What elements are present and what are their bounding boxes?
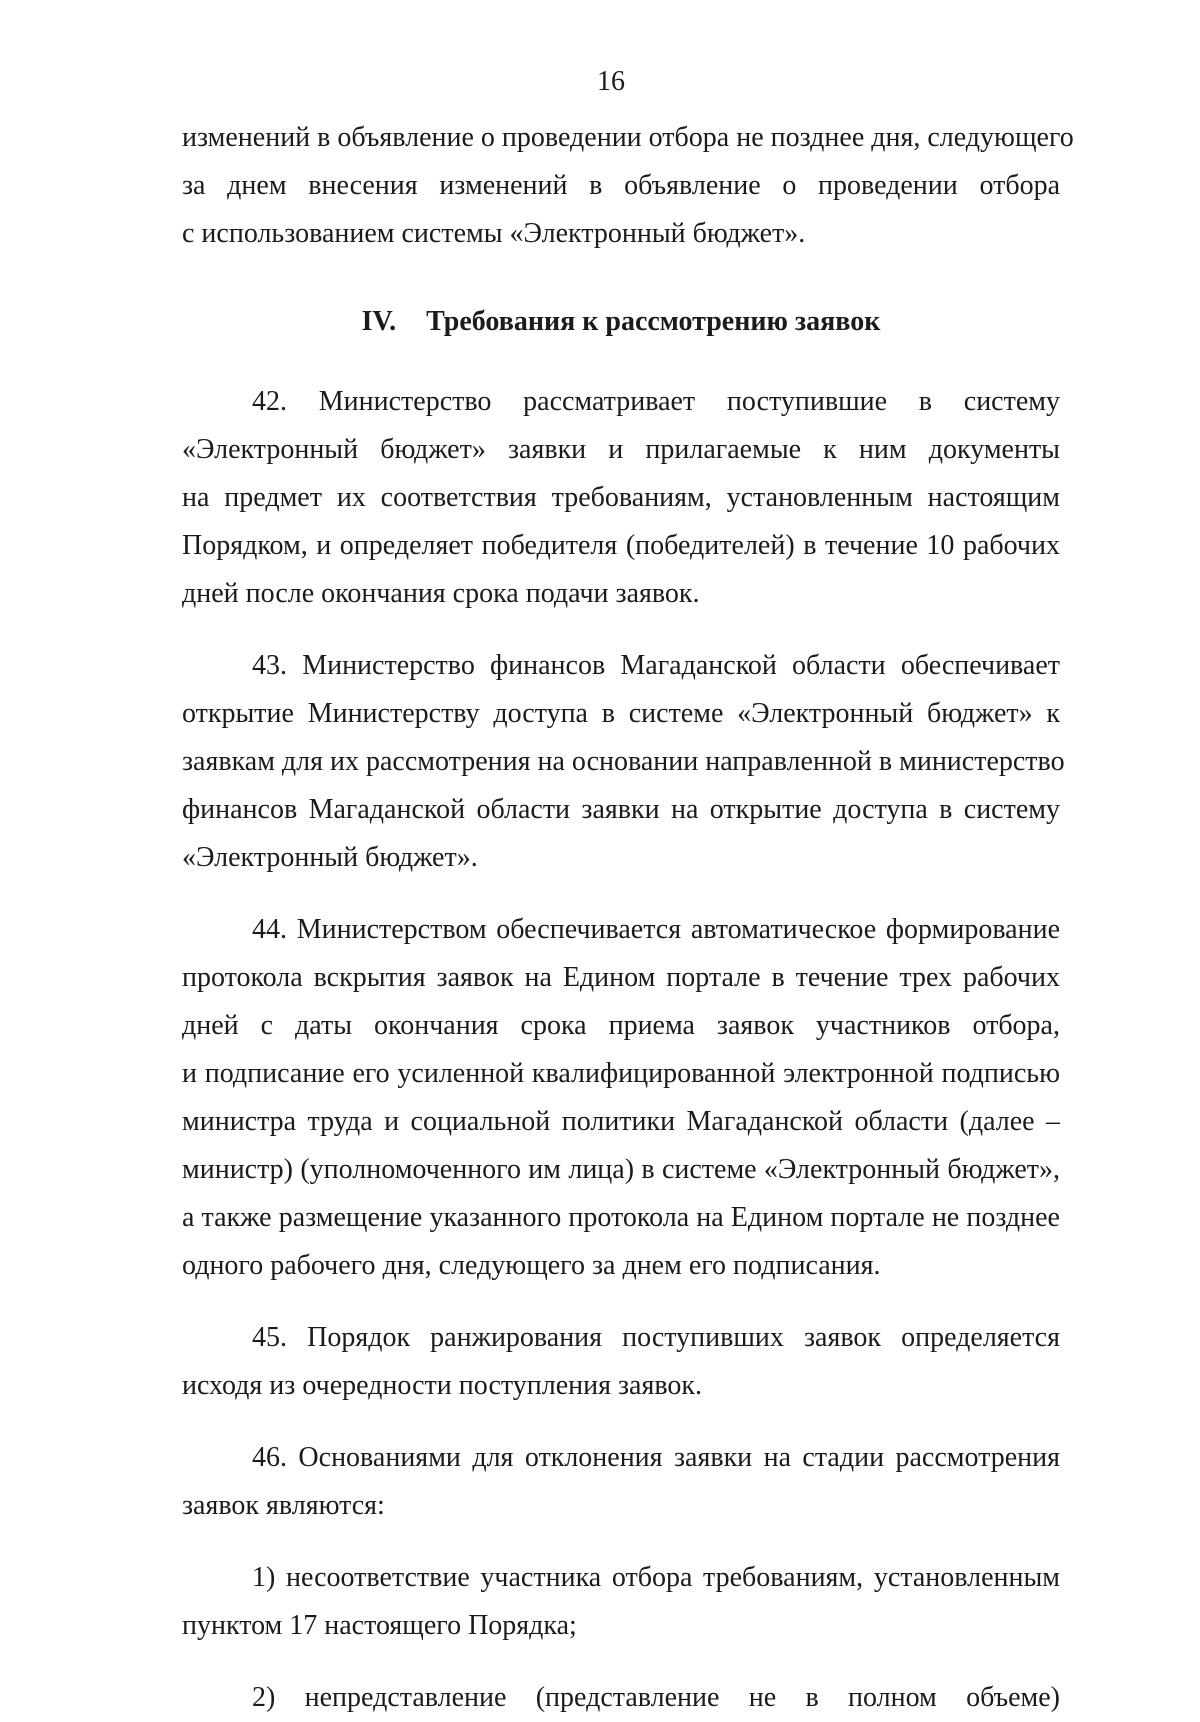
text-line: 44. Министерством обеспечивается автоматическое формирование: [252, 914, 1060, 945]
section-number: IV.: [361, 306, 397, 337]
text-line: 45. Порядок ранжирования поступивших заявок определяется: [252, 1322, 1060, 1353]
text-line: одного рабочего дня, следующего за днем его подписания.: [182, 1250, 881, 1281]
text-line: заявкам для их рассмотрения на основании направленной в министерство: [182, 746, 1065, 777]
text-line: 46. Основаниями для отклонения заявки на стадии рассмотрения: [252, 1442, 1060, 1473]
text-line: министр) (уполномоченного им лица) в системе «Электронный бюджет»,: [182, 1154, 1060, 1185]
paragraph-45: [182, 1314, 1060, 1410]
paragraph-46: [182, 1434, 1060, 1530]
text-line: финансов Магаданской области заявки на открытие доступа в систему: [182, 794, 1060, 825]
text-line: а также размещение указанного протокола на Едином портале не позднее: [182, 1202, 1060, 1233]
section-title: Требования к рассмотрению заявок: [426, 306, 881, 337]
section-heading: [182, 298, 1060, 346]
text-line: исходя из очередности поступления заявок.: [182, 1370, 702, 1401]
text-line: протокола вскрытия заявок на Едином портале в течение трех рабочих: [182, 962, 1060, 993]
paragraph-43: [182, 642, 1065, 882]
text-line: дней с даты окончания срока приема заявок участников отбора,: [182, 1010, 1060, 1041]
text-line: открытие Министерству доступа в системе «Электронный бюджет» к: [182, 698, 1060, 729]
text-line: пунктом 17 настоящего Порядка;: [182, 1610, 577, 1641]
text-line: за днем внесения изменений в объявление о проведении отбора: [182, 170, 1060, 201]
text-line: 2) непредставление (представление не в полном объеме): [252, 1682, 1060, 1713]
page-number: 16: [597, 66, 625, 97]
text-line: с использованием системы «Электронный бюджет».: [182, 218, 806, 249]
text-line: изменений в объявление о проведении отбора не позднее дня, следующего: [182, 122, 1074, 153]
text-line: Порядком, и определяет победителя (победителей) в течение 10 рабочих: [182, 530, 1060, 561]
list-item-1: [182, 1554, 1060, 1650]
document-body: [182, 114, 1074, 1722]
text-line: 43. Министерство финансов Магаданской области обеспечивает: [252, 650, 1060, 681]
text-line: заявок являются:: [182, 1490, 385, 1521]
text-line: «Электронный бюджет» заявки и прилагаемые к ним документы: [182, 434, 1060, 465]
list-item-2: [182, 1674, 1060, 1722]
paragraph-44: [182, 906, 1060, 1290]
text-line: «Электронный бюджет».: [182, 842, 478, 873]
text-line: 1) несоответствие участника отбора требованиям, установленным: [252, 1562, 1060, 1593]
text-line: министра труда и социальной политики Магаданской области (далее –: [182, 1106, 1060, 1137]
text-line: дней после окончания срока подачи заявок.: [182, 578, 700, 609]
intro-paragraph: [182, 114, 1074, 258]
text-line: 42. Министерство рассматривает поступившие в систему: [252, 386, 1060, 417]
text-line: на предмет их соответствия требованиям, установленным настоящим: [182, 482, 1060, 513]
text-line: и подписание его усиленной квалифицированной электронной подписью: [182, 1058, 1060, 1089]
paragraph-42: [182, 378, 1060, 618]
